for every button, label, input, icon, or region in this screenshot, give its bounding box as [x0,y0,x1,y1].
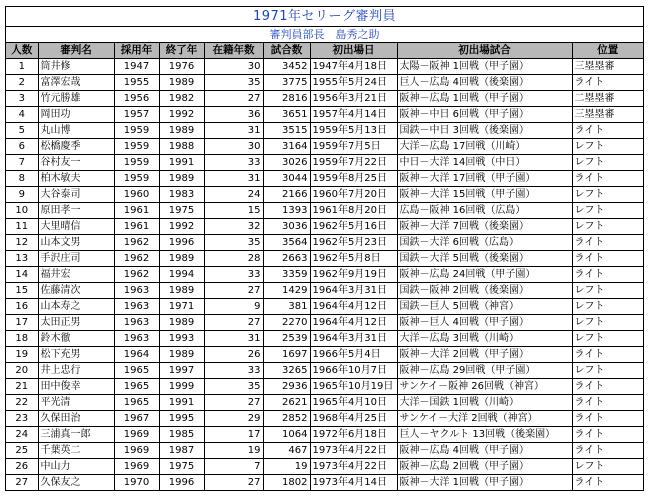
hired-year-cell: 1962 [114,251,159,267]
table-row [6,235,643,251]
debut-game-cell: 大洋－国鉄 1回戦（川崎） [397,395,572,411]
column-header: 初出場日 [310,43,397,59]
debut-date-cell: 1957年4月14日 [310,107,397,123]
table-row [6,59,643,75]
end-year-cell: 1989 [159,251,204,267]
games-count-cell: 3515 [263,123,310,139]
debut-game-cell: 国鉄－巨人 5回戦（神宮） [397,299,572,315]
games-count-cell: 3564 [263,235,310,251]
umpire-name-cell: 福井宏 [38,267,114,283]
debut-date-cell: 1955年5月24日 [310,75,397,91]
column-header: 在籍年数 [204,43,263,59]
years-served-cell: 27 [204,91,263,107]
debut-date-cell: 1959年5月13日 [310,123,397,139]
years-served-cell: 27 [204,283,263,299]
debut-date-cell: 1956年3月21日 [310,91,397,107]
games-count-cell: 3651 [263,107,310,123]
umpire-name-cell: 久保田治 [38,411,114,427]
row-number-cell: 8 [6,171,38,187]
table-row [6,203,643,219]
years-served-cell: 33 [204,363,263,379]
years-served-cell: 35 [204,75,263,91]
column-header: 試合数 [263,43,310,59]
years-served-cell: 32 [204,219,263,235]
debut-game-cell: 巨人－広島 4回戦（後楽園） [397,75,572,91]
row-number-cell: 4 [6,107,38,123]
table-row [6,427,643,443]
row-number-cell: 5 [6,123,38,139]
umpire-roster-sheet [5,6,644,491]
end-year-cell: 1996 [159,475,204,491]
games-count-cell: 1802 [263,475,310,491]
years-served-cell: 36 [204,107,263,123]
games-count-cell: 2621 [263,395,310,411]
row-number-cell: 21 [6,379,38,395]
hired-year-cell: 1963 [114,283,159,299]
debut-game-cell: 阪神－大洋 2回戦（甲子園） [397,347,572,363]
debut-game-cell: 阪神－大洋 17回戦（甲子園） [397,171,572,187]
table-row [6,155,643,171]
games-count-cell: 2852 [263,411,310,427]
debut-game-cell: 国鉄－中日 3回戦（後楽園） [397,123,572,139]
umpire-name-cell: 大谷泰司 [38,187,114,203]
debut-date-cell: 1964年3月31日 [310,331,397,347]
hired-year-cell: 1962 [114,267,159,283]
table-row [6,139,643,155]
umpire-name-cell: 原田孝一 [38,203,114,219]
column-header: 位置 [572,43,643,59]
debut-date-cell: 1968年4月25日 [310,411,397,427]
position-cell: レフト [572,283,643,299]
umpire-name-cell: 三浦真一郎 [38,427,114,443]
table-row [6,75,643,91]
years-served-cell: 28 [204,251,263,267]
table-row [6,443,643,459]
hired-year-cell: 1959 [114,171,159,187]
games-count-cell: 19 [263,459,310,475]
end-year-cell: 1989 [159,283,204,299]
position-cell: レフト [572,299,643,315]
row-number-cell: 20 [6,363,38,379]
position-cell: ライト [572,251,643,267]
position-cell: レフト [572,139,643,155]
hired-year-cell: 1963 [114,299,159,315]
hired-year-cell: 1970 [114,475,159,491]
debut-game-cell: 阪神－巨人 4回戦（甲子園） [397,315,572,331]
hired-year-cell: 1967 [114,411,159,427]
years-served-cell: 30 [204,59,263,75]
umpire-name-cell: 久保友之 [38,475,114,491]
debut-date-cell: 1964年4月12日 [310,299,397,315]
sheet-subtitle: 審判員部長 島秀之助 [6,27,643,43]
years-served-cell: 17 [204,427,263,443]
umpire-name-cell: 富澤宏哉 [38,75,114,91]
end-year-cell: 1995 [159,411,204,427]
end-year-cell: 1992 [159,219,204,235]
hired-year-cell: 1969 [114,443,159,459]
hired-year-cell: 1965 [114,363,159,379]
table-row [6,459,643,475]
umpire-name-cell: 山本文男 [38,235,114,251]
debut-game-cell: 広島－阪神 16回戦（広島） [397,203,572,219]
umpire-name-cell: 佐藤清次 [38,283,114,299]
row-number-cell: 24 [6,427,38,443]
hired-year-cell: 1965 [114,379,159,395]
end-year-cell: 1999 [159,379,204,395]
column-header: 初出場試合 [397,43,572,59]
debut-game-cell: 太陽－阪神 1回戦（甲子園） [397,59,572,75]
end-year-cell: 1997 [159,363,204,379]
row-number-cell: 15 [6,283,38,299]
sheet-title: 1971年セリーグ審判員 [6,7,643,27]
end-year-cell: 1976 [159,59,204,75]
hired-year-cell: 1969 [114,427,159,443]
debut-game-cell: 阪神－広島 1回戦（甲子園） [397,91,572,107]
years-served-cell: 27 [204,395,263,411]
debut-game-cell: 大洋－広島 3回戦（川崎） [397,331,572,347]
debut-date-cell: 1960年7月20日 [310,187,397,203]
hired-year-cell: 1963 [114,315,159,331]
hired-year-cell: 1955 [114,75,159,91]
row-number-cell: 11 [6,219,38,235]
years-served-cell: 31 [204,123,263,139]
end-year-cell: 1996 [159,235,204,251]
end-year-cell: 1989 [159,75,204,91]
table-row [6,299,643,315]
years-served-cell: 31 [204,331,263,347]
row-number-cell: 3 [6,91,38,107]
position-cell: ライト [572,347,643,363]
games-count-cell: 467 [263,443,310,459]
position-cell: ライト [572,475,643,491]
row-number-cell: 7 [6,155,38,171]
row-number-cell: 26 [6,459,38,475]
debut-date-cell: 1973年4月22日 [310,443,397,459]
position-cell: レフト [572,331,643,347]
games-count-cell: 2539 [263,331,310,347]
debut-game-cell: 阪神－広島 4回戦（甲子園） [397,443,572,459]
years-served-cell: 33 [204,155,263,171]
umpire-name-cell: 田中俊幸 [38,379,114,395]
table-row [6,331,643,347]
position-cell: ライト [572,267,643,283]
umpire-name-cell: 井上忠行 [38,363,114,379]
position-cell: ライト [572,411,643,427]
end-year-cell: 1982 [159,91,204,107]
umpire-name-cell: 平光清 [38,395,114,411]
games-count-cell: 1064 [263,427,310,443]
hired-year-cell: 1962 [114,235,159,251]
table-row [6,91,643,107]
debut-date-cell: 1965年4月10日 [310,395,397,411]
debut-date-cell: 1972年6月18日 [310,427,397,443]
debut-game-cell: 阪神－広島 24回戦（甲子園） [397,267,572,283]
end-year-cell: 1987 [159,443,204,459]
umpire-name-cell: 大里晴信 [38,219,114,235]
position-cell: レフト [572,459,643,475]
umpire-name-cell: 松橋慶季 [38,139,114,155]
years-served-cell: 7 [204,459,263,475]
end-year-cell: 1983 [159,187,204,203]
table-row [6,315,643,331]
position-cell: レフト [572,219,643,235]
umpire-name-cell: 千葉英二 [38,443,114,459]
years-served-cell: 29 [204,411,263,427]
position-cell: 三塁塁審 [572,59,643,75]
table-row [6,347,643,363]
row-number-cell: 14 [6,267,38,283]
table-row [6,123,643,139]
years-served-cell: 30 [204,139,263,155]
row-number-cell: 10 [6,203,38,219]
hired-year-cell: 1969 [114,459,159,475]
end-year-cell: 1991 [159,155,204,171]
end-year-cell: 1975 [159,459,204,475]
debut-date-cell: 1961年8月20日 [310,203,397,219]
hired-year-cell: 1959 [114,123,159,139]
hired-year-cell: 1961 [114,219,159,235]
table-row [6,251,643,267]
years-served-cell: 31 [204,171,263,187]
row-number-cell: 23 [6,411,38,427]
hired-year-cell: 1957 [114,107,159,123]
end-year-cell: 1991 [159,395,204,411]
table-row [6,283,643,299]
hired-year-cell: 1959 [114,139,159,155]
debut-date-cell: 1973年4月14日 [310,475,397,491]
years-served-cell: 35 [204,235,263,251]
row-number-cell: 27 [6,475,38,491]
umpire-name-cell: 中山力 [38,459,114,475]
years-served-cell: 27 [204,315,263,331]
row-number-cell: 16 [6,299,38,315]
row-number-cell: 22 [6,395,38,411]
games-count-cell: 2270 [263,315,310,331]
debut-game-cell: サンケイ－大洋 2回戦（神宮） [397,411,572,427]
debut-date-cell: 1965年10月19日 [310,379,397,395]
row-number-cell: 19 [6,347,38,363]
debut-game-cell: 阪神－大洋 15回戦（甲子園） [397,187,572,203]
debut-game-cell: 大洋－広島 17回戦（川崎） [397,139,572,155]
debut-date-cell: 1962年5月16日 [310,219,397,235]
debut-date-cell: 1964年4月12日 [310,315,397,331]
games-count-cell: 2816 [263,91,310,107]
table-row [6,379,643,395]
umpire-name-cell: 太田正男 [38,315,114,331]
debut-date-cell: 1962年5月23日 [310,235,397,251]
hired-year-cell: 1963 [114,331,159,347]
years-served-cell: 33 [204,267,263,283]
games-count-cell: 2663 [263,251,310,267]
column-header: 終了年 [159,43,204,59]
games-count-cell: 2936 [263,379,310,395]
end-year-cell: 1975 [159,203,204,219]
games-count-cell: 2166 [263,187,310,203]
debut-date-cell: 1962年9月19日 [310,267,397,283]
debut-date-cell: 1959年7月22日 [310,155,397,171]
umpire-name-cell: 竹元勝雄 [38,91,114,107]
debut-game-cell: 阪神－大洋 7回戦（後楽園） [397,219,572,235]
years-served-cell: 27 [204,475,263,491]
table-row [6,171,643,187]
debut-date-cell: 1966年5月4日 [310,347,397,363]
position-cell: ライト [572,427,643,443]
umpire-name-cell: 手沢庄司 [38,251,114,267]
position-cell: レフト [572,203,643,219]
debut-game-cell: サンケイ－阪神 26回戦（神宮） [397,379,572,395]
position-cell: ライト [572,75,643,91]
row-number-cell: 17 [6,315,38,331]
position-cell: ライト [572,235,643,251]
hired-year-cell: 1961 [114,203,159,219]
games-count-cell: 3452 [263,59,310,75]
debut-game-cell: 中日－大洋 14回戦（中日） [397,155,572,171]
umpire-name-cell: 谷村友一 [38,155,114,171]
hired-year-cell: 1956 [114,91,159,107]
table-row [6,219,643,235]
position-cell: 二塁塁審 [572,91,643,107]
end-year-cell: 1988 [159,139,204,155]
debut-date-cell: 1966年10月7日 [310,363,397,379]
debut-date-cell: 1973年4月22日 [310,459,397,475]
position-cell: レフト [572,155,643,171]
table-row [6,267,643,283]
column-header: 人数 [6,43,38,59]
hired-year-cell: 1965 [114,395,159,411]
end-year-cell: 1994 [159,267,204,283]
position-cell: ライト [572,379,643,395]
debut-date-cell: 1964年3月31日 [310,283,397,299]
debut-game-cell: 阪神－大洋 1回戦（甲子園） [397,475,572,491]
row-number-cell: 13 [6,251,38,267]
row-number-cell: 12 [6,235,38,251]
debut-date-cell: 1947年4月18日 [310,59,397,75]
end-year-cell: 1985 [159,427,204,443]
years-served-cell: 15 [204,203,263,219]
games-count-cell: 3359 [263,267,310,283]
table-row [6,395,643,411]
hired-year-cell: 1947 [114,59,159,75]
games-count-cell: 3026 [263,155,310,171]
umpire-name-cell: 松下充男 [38,347,114,363]
position-cell: レフト [572,187,643,203]
games-count-cell: 381 [263,299,310,315]
games-count-cell: 3265 [263,363,310,379]
debut-game-cell: 国鉄－阪神 2回戦（後楽園） [397,283,572,299]
debut-game-cell: 国鉄－大洋 5回戦（後楽園） [397,251,572,267]
end-year-cell: 1989 [159,123,204,139]
years-served-cell: 26 [204,347,263,363]
games-count-cell: 3036 [263,219,310,235]
row-number-cell: 2 [6,75,38,91]
end-year-cell: 1989 [159,171,204,187]
end-year-cell: 1993 [159,331,204,347]
table-row [6,187,643,203]
hired-year-cell: 1964 [114,347,159,363]
years-served-cell: 24 [204,187,263,203]
position-cell: レフト [572,315,643,331]
end-year-cell: 1992 [159,107,204,123]
row-number-cell: 9 [6,187,38,203]
position-cell: 三塁塁審 [572,107,643,123]
umpire-name-cell: 柏木敏夫 [38,171,114,187]
row-number-cell: 6 [6,139,38,155]
column-header: 採用年 [114,43,159,59]
debut-game-cell: 阪神－中日 6回戦（甲子園） [397,107,572,123]
position-cell: ライト [572,171,643,187]
position-cell: レフト [572,363,643,379]
row-number-cell: 25 [6,443,38,459]
position-cell: ライト [572,443,643,459]
years-served-cell: 9 [204,299,263,315]
games-count-cell: 1697 [263,347,310,363]
debut-game-cell: 国鉄－大洋 6回戦（広島） [397,235,572,251]
games-count-cell: 1429 [263,283,310,299]
games-count-cell: 3044 [263,171,310,187]
umpire-name-cell: 丸山博 [38,123,114,139]
debut-game-cell: 阪神－広島 2回戦（甲子園） [397,459,572,475]
umpire-table [6,43,643,490]
position-cell: ライト [572,395,643,411]
end-year-cell: 1989 [159,315,204,331]
games-count-cell: 3164 [263,139,310,155]
games-count-cell: 1393 [263,203,310,219]
table-row [6,475,643,491]
debut-game-cell: 阪神－広島 29回戦（甲子園） [397,363,572,379]
games-count-cell: 3775 [263,75,310,91]
row-number-cell: 1 [6,59,38,75]
years-served-cell: 19 [204,443,263,459]
table-row [6,411,643,427]
debut-game-cell: 巨人－ヤクルト 13回戦（後楽園） [397,427,572,443]
hired-year-cell: 1960 [114,187,159,203]
table-header-row [6,43,643,59]
debut-date-cell: 1959年8月25日 [310,171,397,187]
hired-year-cell: 1959 [114,155,159,171]
table-row [6,363,643,379]
row-number-cell: 18 [6,331,38,347]
years-served-cell: 35 [204,379,263,395]
end-year-cell: 1989 [159,347,204,363]
column-header: 審判名 [38,43,114,59]
end-year-cell: 1971 [159,299,204,315]
debut-date-cell: 1959年7月5日 [310,139,397,155]
position-cell: ライト [572,123,643,139]
debut-date-cell: 1962年5月8日 [310,251,397,267]
table-row [6,107,643,123]
umpire-name-cell: 筒井修 [38,59,114,75]
umpire-name-cell: 鈴木徹 [38,331,114,347]
umpire-name-cell: 岡田功 [38,107,114,123]
umpire-name-cell: 山本寿之 [38,299,114,315]
